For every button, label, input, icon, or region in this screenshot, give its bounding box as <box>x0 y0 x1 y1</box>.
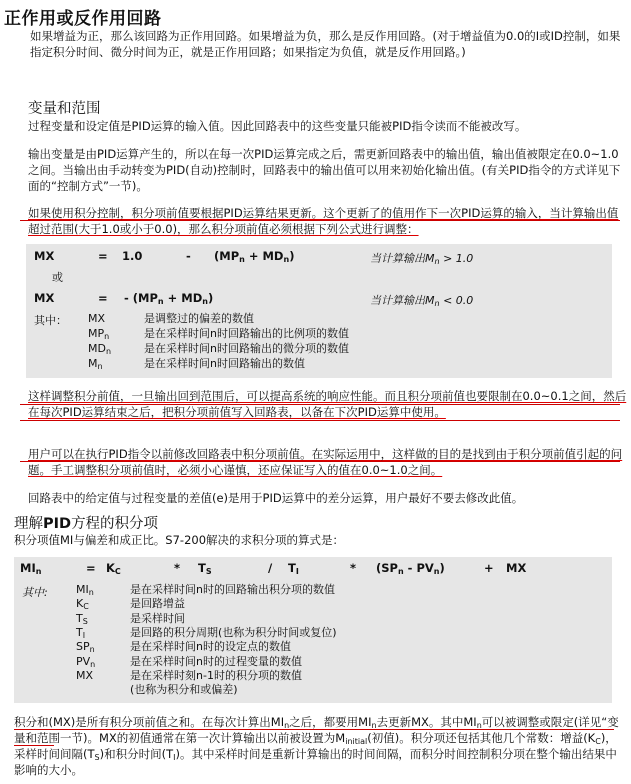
mx-extra-note: (也称为积分和或偏差) <box>130 683 238 696</box>
definition-symbol: $M_n$ <box>88 357 103 371</box>
definition-symbol: $MD_n$ <box>88 342 112 356</box>
paragraph-integral-sum: 积分和(MX)是所有积分项前值之和。在每次计算出$MI_n$之后，都要用$MI_n$去更新MX。其中$MI_n$可以被调整或限定(详见“变量和范围一节)。MX的初值通常在第一次计算输出以前被设置为$M_{initial}$(初值)。积分项还包括其他几个常数：增益$(K_C)$，采样时间间隔$(T_S)$和积分时间$(T_I)$。其中采样时间是重新计算输出的时间间隔，而积分时间控制积分项在整个输出结果中影响的大小。 <box>14 715 619 777</box>
divide-sign: / <box>268 561 273 575</box>
paragraph-modify-integral: 用户可以在执行PID指令以前修改回路表中积分项前值。在实际运用中，这样做的目的是找到由于积分项前值引起的问题。手工调整积分项前值时，必须小心谨慎，还应保证写入的值在0.0~1.0之间。 <box>28 447 623 477</box>
paragraph-integral-update: 如果使用积分控制，积分项前值要根据PID运算结果更新。这个更新了的值用作下一次PID运算的输入，当计算输出值超过范围(大于1.0或小于0.0)，那么积分项前值必须根据下列公式进行调整： <box>28 206 619 236</box>
multiply-sign: * <box>350 561 357 575</box>
condition-greater: 当计算输出$M_n > 1.0$ <box>370 252 474 266</box>
definition-symbol: $K_C$ <box>76 597 89 612</box>
definition-description: 是在采样时间n时回路输出的比例项的数值 <box>144 327 349 340</box>
definition-description: 是调整过的偏差的数值 <box>144 312 254 325</box>
definition-symbol: MX <box>88 312 106 325</box>
paragraph-integral-formula-intro: 积分项值MI与偏差和成正比。S7-200解决的求积分项的算式是： <box>14 533 345 547</box>
definition-symbol: $PV_n$ <box>76 654 96 669</box>
condition-less: 当计算输出$M_n < 0.0$ <box>370 294 474 308</box>
definition-description: 是在采样时间n时的回路输出积分项的数值 <box>130 583 335 596</box>
definition-symbol: $MP_n$ <box>88 327 110 341</box>
where-label: 其中： <box>34 314 67 327</box>
red-underline <box>20 404 620 405</box>
definition-description: 是在采样时间n时的设定点的数值 <box>130 640 291 654</box>
definition-description: 是在采样时间n时回路输出的微分项的数值 <box>144 342 349 355</box>
definition-description: 是在采样时间n时的过程变量的数值 <box>130 654 302 668</box>
paragraph-output: 输出变量是由PID运算产生的，所以在每一次PID运算完成之后，需更新回路表中的输出值，输出值被限定在0.0~1.0之间。当输出由手动转变为PID(自动)控制时，回路表中的输出值可以用来初始化输出值。(有关PID指令的方式详见下面的“控制方式”一节)。 <box>28 147 621 193</box>
equals-sign: = <box>98 291 108 305</box>
formula-box-integral <box>14 557 612 703</box>
heading-integral-term: 理解PID方程的积分项 <box>14 516 159 532</box>
definition-symbol: $SP_n$ <box>76 640 95 655</box>
paragraph-inputs: 过程变量和设定值是PID运算的输入值。因此回路表中的这些变量只能被PID指令读而不能被改写。 <box>28 119 527 133</box>
kc-symbol: $K_C$ <box>106 561 121 576</box>
formula-box-mx-adjust <box>26 244 612 378</box>
definition-symbol: $T_I$ <box>76 625 86 640</box>
ti-symbol: $T_I$ <box>288 561 299 576</box>
mx-symbol: MX <box>34 291 55 305</box>
paragraph-error-value: 回路表中的给定值与过程变量的差值(e)是用于PID运算中的差分运算，用户最好不要去修改此值。 <box>28 491 524 505</box>
minus-sign: - <box>186 249 191 263</box>
red-underline <box>14 729 614 730</box>
mi-symbol: $MI_n$ <box>20 561 42 576</box>
expression-mp-md: $(MP_n + MD_n)$ <box>214 249 295 264</box>
red-underline <box>20 420 620 421</box>
mx-symbol: MX <box>34 249 55 263</box>
or-label: 或 <box>52 271 63 284</box>
mx-symbol: MX <box>506 561 527 575</box>
multiply-sign: * <box>174 561 181 575</box>
section-title: 正作用或反作用回路 <box>4 9 162 29</box>
equals-sign: = <box>86 561 96 575</box>
paragraph-gain-direction: 如果增益为正，那么该回路为正作用回路。如果增益为负，那么是反作用回路。(对于增益值为0.0的I或ID控制，如果指定积分时间、微分时间为正，就是正作用回路；如果指定为负值，就是反作用回路。) <box>30 29 621 59</box>
definition-description: 是采样时间 <box>130 611 185 625</box>
plus-sign: + <box>484 561 494 575</box>
red-underline <box>14 745 54 746</box>
where-label: 其中: <box>22 586 48 599</box>
paragraph-adjust-benefit: 这样调整积分前值，一旦输出回到范围后，可以提高系统的响应性能。而且积分项前值也要限制在0.0~0.1之间，然后在每次PID运算结束之后，把积分项前值写入回路表，以备在下次PID运算中使用。 <box>28 389 627 419</box>
definition-symbol: $MI_n$ <box>76 583 94 597</box>
error-expression: $(SP_n - PV_n)$ <box>376 561 445 576</box>
equals-sign: = <box>98 249 108 263</box>
expression-neg-mp-md: - $(MP_n + MD_n)$ <box>124 291 214 306</box>
value-one: 1.0 <box>122 249 143 263</box>
heading-variables-range: 变量和范围 <box>28 101 101 117</box>
red-underline <box>20 220 620 221</box>
definition-symbol: MX <box>76 668 94 682</box>
definition-description: 是回路增益 <box>130 597 185 611</box>
definition-description: 是在采样时间n时回路输出的数值 <box>144 357 305 370</box>
definition-symbol: $T_S$ <box>76 611 88 626</box>
definition-description: 是在采样时刻n-1时的积分项的数值 <box>130 668 302 682</box>
ts-symbol: $T_S$ <box>198 561 212 576</box>
red-underline <box>20 461 620 462</box>
definition-description: 是回路的积分周期(也称为积分时间或复位) <box>130 625 337 639</box>
